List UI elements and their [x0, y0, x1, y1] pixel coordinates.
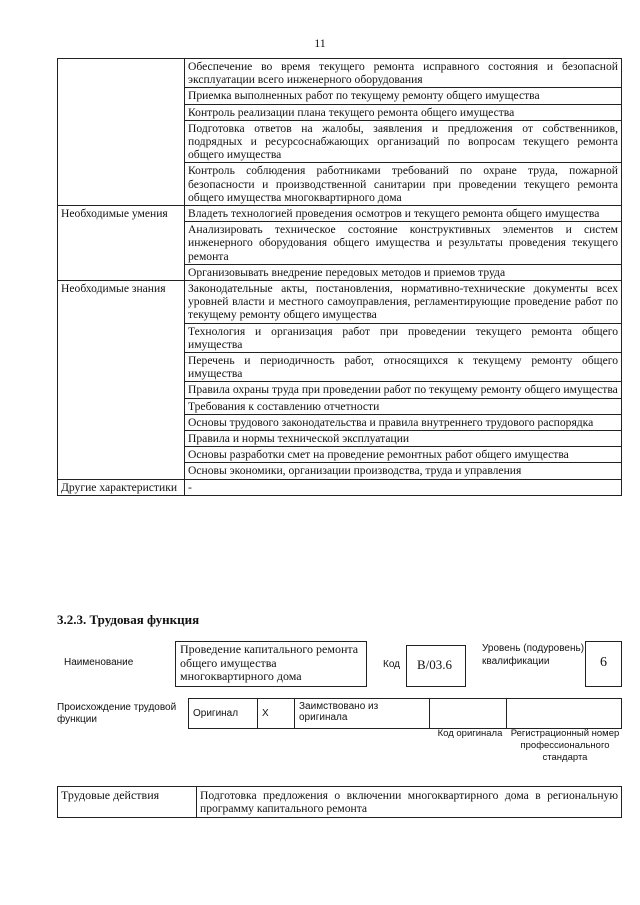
table-cell: Контроль реализации плана текущего ремонта общего имущества	[185, 104, 622, 120]
row-label-actions	[58, 59, 185, 206]
origin-label-text: Происхождение трудовой функции	[57, 702, 177, 725]
table-cell: Правила охраны труда при проведении работ по текущему ремонту общего имущества	[185, 382, 622, 398]
table-cell: Технология и организация работ при проведении текущего ремонта общего имущества	[185, 323, 622, 352]
table-row	[58, 206, 622, 222]
name-label: Наименование	[64, 657, 134, 668]
table-cell: Обеспечение во время текущего ремонта исправного состояния и безопасной эксплуатации всего инженерного оборудования	[185, 59, 622, 88]
table-cell: Основы экономики, организации производства, труда и управления	[185, 463, 622, 479]
table-cell: Подготовка ответов на жалобы, заявления и предложения от собственников, подрядных и ресурсоснабжающих организаций по вопросам текущего ремонта общего имущества	[185, 120, 622, 163]
table-row	[58, 281, 622, 324]
competency-table	[57, 58, 622, 496]
level-value-box: 6	[585, 641, 622, 687]
table-cell: Перечень и периодичность работ, относящихся к текущему ремонту общего имущества	[185, 353, 622, 382]
table-cell: Основы разработки смет на проведение ремонтных работ общего имущества	[185, 447, 622, 463]
table-cell: Законодательные акты, постановления, нормативно-технические документы всех уровней власти и местного самоуправления, регламентирующие проведение работ по текущему ремонту общего имущества	[185, 281, 622, 324]
origin-label	[57, 702, 185, 726]
table-row	[58, 787, 622, 818]
page-number: 11	[314, 36, 326, 50]
code-label: Код	[383, 659, 401, 670]
row-label-knowledge: Необходимые знания	[58, 281, 185, 480]
name-value-box: Проведение капитального ремонта общего имущества многоквартирного дома	[175, 641, 367, 687]
table-cell: Анализировать техническое состояние конструктивных элементов и систем инженерного оборудования общего имущества и результаты проведения текущего ремонта	[185, 222, 622, 265]
table-cell: Владеть технологией проведения осмотров и текущего ремонта общего имущества	[185, 206, 622, 222]
code-value-box: B/03.6	[406, 645, 466, 687]
table-row	[189, 699, 622, 729]
table-cell: Подготовка предложения о включении многоквартирного дома в региональную программу капитального ремонта	[197, 787, 622, 818]
table-cell: Организовывать внедрение передовых методов и приемов труда	[185, 264, 622, 280]
row-label-skills: Необходимые умения	[58, 206, 185, 281]
section-title: 3.2.3. Трудовая функция	[57, 612, 200, 627]
original-mark: X	[258, 699, 295, 729]
table-cell: Правила и нормы технической эксплуатации	[185, 431, 622, 447]
table-row	[58, 479, 622, 495]
original-code-cell	[430, 699, 507, 729]
labor-actions-table	[57, 786, 622, 818]
row-label-other: Другие характеристики	[58, 479, 185, 495]
table-cell: Приемка выполненных работ по текущему ремонту общего имущества	[185, 88, 622, 104]
table-cell: -	[185, 479, 622, 495]
code-caption: Код оригинала	[437, 728, 503, 739]
borrowed-label: Заимствовано из оригинала	[295, 699, 430, 729]
table-row	[58, 59, 622, 88]
table-cell: Основы трудового законодательства и правила внутреннего трудового распорядка	[185, 414, 622, 430]
table-cell: Контроль соблюдения работниками требований по охране труда, пожарной безопасности и производственной санитарии при проведении текущего ремонта общего имущества многоквартирного дома	[185, 163, 622, 206]
origin-table	[188, 698, 622, 729]
table-cell: Требования к составлению отчетности	[185, 398, 622, 414]
labor-actions-label: Трудовые действия	[58, 787, 197, 818]
original-label: Оригинал	[189, 699, 258, 729]
level-label-text: Уровень (подуровень) квалификации	[482, 643, 585, 667]
registration-number-cell	[507, 699, 622, 729]
registration-caption: Регистрационный номер профессионального стандарта	[510, 728, 620, 763]
